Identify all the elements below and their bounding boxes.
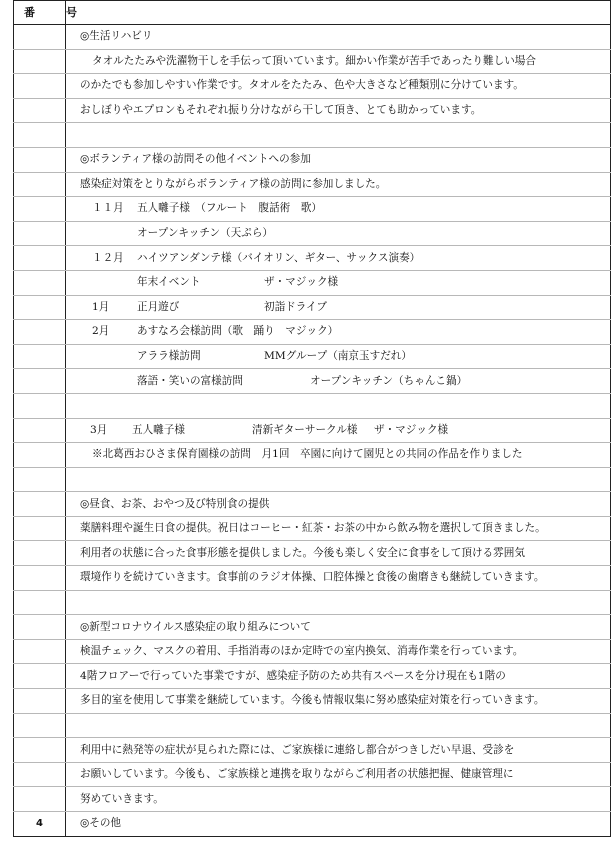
table-row (14, 541, 611, 566)
table-row (14, 492, 611, 517)
event-month: １１月 (92, 202, 124, 215)
table-row (14, 246, 611, 271)
table-row (14, 369, 611, 394)
table-row (14, 320, 611, 345)
volunteer-intro: 感染症対策をとりながらボランティア様の訪問に参加しました。 (66, 172, 611, 197)
table-row (14, 74, 611, 99)
covid-text-line-5: お願いしています。今後も、ご家族様と連携を取りながらご利用者の状態把握、健康管理に (66, 762, 611, 787)
event-entry: MMグループ（南京玉すだれ） (264, 350, 412, 363)
event-entry: 五人囃子様 (132, 423, 185, 436)
table-row (14, 664, 611, 689)
table-row (14, 812, 611, 837)
table-row (14, 787, 611, 812)
table-row (14, 467, 611, 492)
table-row (14, 270, 611, 295)
table-row (14, 172, 611, 197)
event-entry: 正月遊び (137, 300, 180, 313)
event-month: １２月 (92, 251, 124, 264)
table-row (14, 516, 611, 541)
event-entry: ハイツアンダンテ様（バイオリン、ギター、サックス演奏） (137, 251, 421, 264)
event-month: 1月 (92, 300, 110, 313)
section-heading-covid: ◎新型コロナウイルス感染症の取り組みについて (66, 615, 611, 640)
table-row (14, 221, 611, 246)
rehab-text-line-1: タオルたたみや洗濯物干しを手伝って頂いています。細かい作業が苦手であったり難しい場合 (66, 49, 611, 74)
event-entry: オープンキッチン（天ぷら） (137, 227, 274, 240)
event-entry: オープンキッチン（ちゃんこ鍋） (310, 374, 468, 387)
meals-text-line-3: 環境作りを続けていきます。食事前のラジオ体操、口腔体操と食後の歯磨きも継続していきます。 (66, 566, 611, 591)
table-row (14, 762, 611, 787)
table-row (14, 25, 611, 50)
report-table (13, 0, 611, 837)
table-row (14, 443, 611, 468)
table-row (14, 393, 611, 418)
nursery-visit-note: ※北葛西おひさま保育園様の訪問 月1回 卒園に向けて園児との共同の作品を作りました (66, 443, 611, 468)
meals-text-line-1: 薬膳料理や誕生日食の提供。祝日はコーヒー・紅茶・お茶の中から飲み物を選択して頂きました。 (66, 516, 611, 541)
covid-text-line-4: 利用中に熱発等の症状が見られた際には、ご家族様に連絡し都合がつきしだい早退、受診を (66, 738, 611, 763)
covid-text-line-3: 多目的室を使用して事業を継続しています。今後も情報収集に努め感染症対策を行っていきます。 (66, 689, 611, 714)
event-month: 2月 (92, 325, 110, 338)
table-row (14, 147, 611, 172)
event-entry: ザ・マジック様 (374, 423, 449, 436)
event-entry: 年末イベント (137, 276, 201, 289)
section-heading-other: ◎その他 (66, 812, 611, 837)
event-entry: 落語・笑いの富様訪問 (137, 374, 243, 387)
table-row (14, 344, 611, 369)
blank-line (66, 123, 611, 148)
table-row (14, 689, 611, 714)
event-entry: 五人囃子様 （フルート 腹話術 歌） (137, 202, 322, 215)
table-row (14, 123, 611, 148)
table-row (14, 49, 611, 74)
blank-line (66, 393, 611, 418)
table-row (14, 713, 611, 738)
table-header-row (14, 1, 611, 25)
section-heading-meals: ◎昼食、お茶、おやつ及び特別食の提供 (66, 492, 611, 517)
number-column-header: 番 号 (14, 1, 66, 25)
event-entry: 清新ギターサークル様 (252, 423, 358, 436)
event-month: 3月 (90, 423, 108, 436)
rehab-text-line-3: おしぼりやエプロンもそれぞれ振り分けながら干して頂き、とても助かっています。 (66, 98, 611, 123)
table-row (14, 738, 611, 763)
covid-text-line-6: 努めていきます。 (66, 787, 611, 812)
table-row (14, 615, 611, 640)
table-row (14, 590, 611, 615)
section-heading-volunteer: ◎ボランティア様の訪問その他イベントへの参加 (66, 147, 611, 172)
table-row (14, 295, 611, 320)
section-heading-rehab: ◎生活リハビリ (66, 25, 611, 50)
event-entry: あすなろ会様訪問（歌 踊り マジック） (137, 325, 339, 338)
content-column-header (66, 1, 611, 25)
report-sheet (13, 0, 610, 850)
table-row (14, 418, 611, 443)
covid-text-line-2: 4階フロアーで行っていた事業ですが、感染症予防のため共有スペースを分け現在も1階の (66, 664, 611, 689)
event-entry: アララ様訪問 (137, 350, 201, 363)
table-row (14, 639, 611, 664)
rehab-text-line-2: のかたでも参加しやすい作業です。タオルをたたみ、色や大きさなど種類別に分けています。 (66, 74, 611, 99)
covid-text-line-1: 検温チェック、マスクの着用、手指消毒のほか定時での室内換気、消毒作業を行っています。 (66, 639, 611, 664)
event-entry: 初詣ドライブ (264, 300, 327, 313)
table-row (14, 98, 611, 123)
blank-line (66, 467, 611, 492)
section-number: 4 (14, 812, 66, 837)
table-row (14, 566, 611, 591)
table-row (14, 197, 611, 222)
event-entry: ザ・マジック様 (264, 276, 339, 289)
blank-line (66, 590, 611, 615)
meals-text-line-2: 利用者の状態に合った食事形態を提供しました。今後も楽しく安全に食事をして頂ける雰囲気 (66, 541, 611, 566)
blank-line (66, 713, 611, 738)
